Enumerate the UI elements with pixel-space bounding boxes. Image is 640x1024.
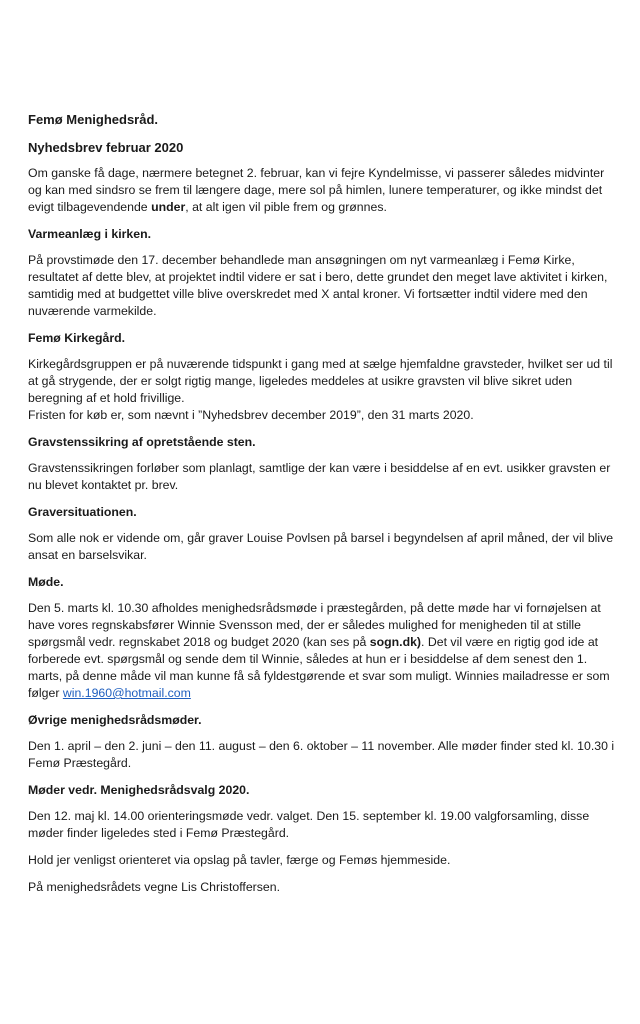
heading-oevrige-moeder: Øvrige menighedsrådsmøder. [28, 713, 202, 727]
kirkegaard-deadline: Fristen for køb er, som nævnt i ”Nyhedsbrev december 2019”, den 31 marts 2020. [28, 408, 474, 422]
moede-text-end: . Det vil være en rigtig god ide at forberede evt. spørgsmål og sende dem til Winnie, således at hun er i besiddelse af dem senest den 1. marts, på denne måde vil man kunne få så fyldestgørende et svar som muligt. Winnies mailadresse er som følger [28, 635, 610, 700]
kirkegaard-paragraph: Kirkegårdsgruppen er på nuværende tidspunkt i gang med at sælge hjemfaldne gravsteder, hvilket ser ud til at gå strygende, der er solgt rigtig mange, ligeledes meddeles at usikre gravsten vil blive sikret uden beregning af et hold frivillige. [28, 357, 613, 405]
heading-varmeanlaeg: Varmeanlæg i kirken. [28, 227, 152, 241]
valg-paragraph: Den 12. maj kl. 14.00 orienteringsmøde vedr. valget. Den 15. september kl. 19.00 valgforsamling, disse møder finder ligeledes sted i Femø Præstegård. [28, 809, 590, 840]
closing-paragraph: Hold jer venligst orienteret via opslag på tavler, færge og Femøs hjemmeside. [28, 853, 451, 867]
heading-gravstenssikring: Gravstenssikring af opretstående sten. [28, 435, 256, 449]
moede-paragraph [28, 600, 618, 702]
intro-paragraph [28, 165, 618, 216]
sogn-dk-bold: sogn.dk) [369, 635, 422, 649]
council-title: Femø Menighedsråd. [28, 112, 159, 127]
intro-text: Om ganske få dage, nærmere betegnet 2. februar, kan vi fejre Kyndelmisse, vi passerer således midvinter og kan med sindsro se frem til længere dage, mere sol på himlen, lunere temperaturer, og ikke mindst det evigt tilbagevendende [28, 166, 605, 214]
signature-line: På menighedsrådets vegne Lis Christoffersen. [28, 880, 281, 894]
heading-kirkegaard: Femø Kirkegård. [28, 331, 126, 345]
heading-valg: Møder vedr. Menighedsrådsvalg 2020. [28, 783, 250, 797]
intro-bold-word: under [151, 200, 186, 214]
oevrige-moeder-paragraph: Den 1. april – den 2. juni – den 11. august – den 6. oktober – 11 november. Alle møder finder sted kl. 10.30 i Femø Præstegård. [28, 739, 615, 770]
newsletter-page [28, 111, 618, 906]
email-link[interactable]: win.1960@hotmail.com [62, 686, 191, 700]
gravstenssikring-paragraph: Gravstenssikringen forløber som planlagt, samtlige der kan være i besiddelse af en evt. usikker gravsten er nu blevet kontaktet pr. brev. [28, 461, 611, 492]
intro-text-end: , at alt igen vil pible frem og grønnes. [185, 200, 387, 214]
varmeanlaeg-paragraph: På provstimøde den 17. december behandlede man ansøgningen om nyt varmeanlæg i Femø Kirke, resultatet af dette blev, at projektet indtil videre er sat i bero, dette grundet den meget lave aktivitet i kirken, samtidig med at budgettet ville blive overskredet med X antal kroner. Vi fortsætter indtil videre med den nuværende varmekilde. [28, 253, 608, 318]
graversituation-paragraph: Som alle nok er vidende om, går graver Louise Povlsen på barsel i begyndelsen af april måned, der vil blive ansat en barselsvikar. [28, 531, 614, 562]
newsletter-title: Nyhedsbrev februar 2020 [28, 140, 184, 155]
moede-text: Den 5. marts kl. 10.30 afholdes menighedsrådsmøde i præstegården, på dette møde har vi fornøjelsen at have vores regnskabsfører Winnie Svensson med, der er således mulighed for menigheden til at stille spørgsmål vedr. regnskabet 2018 og budget 2020 (kan ses på [28, 601, 601, 649]
heading-graversituation: Graversituationen. [28, 505, 137, 519]
heading-moede: Møde. [28, 575, 64, 589]
